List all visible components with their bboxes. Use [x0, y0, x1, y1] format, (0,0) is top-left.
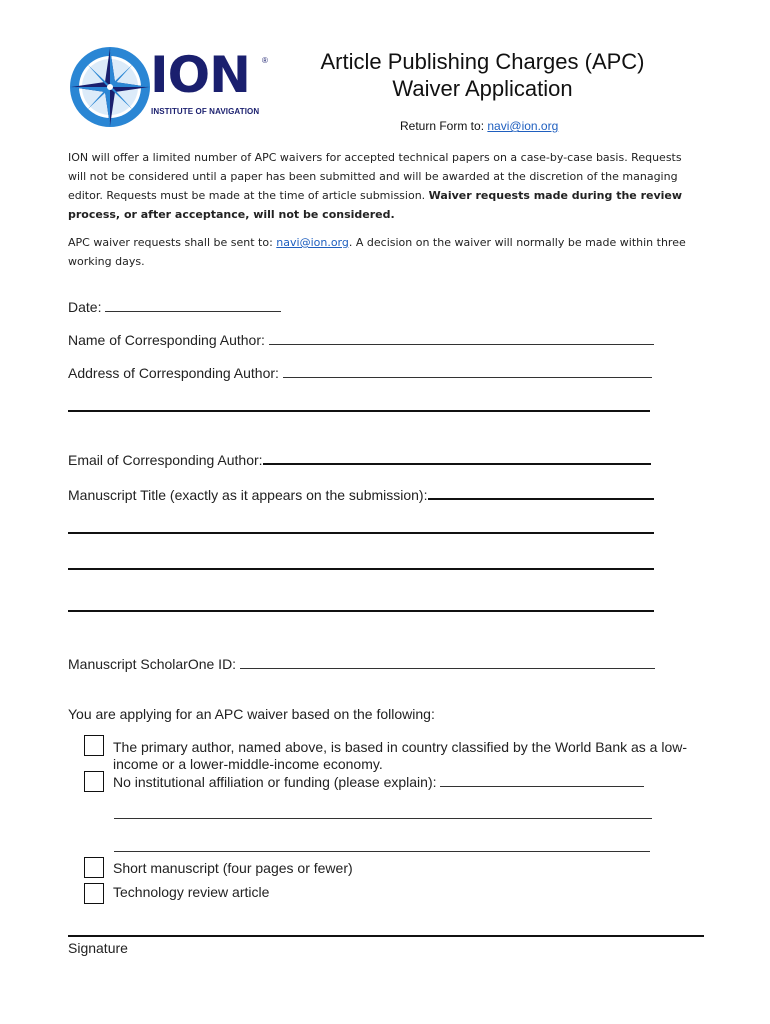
waiver-prompt: You are applying for an APC waiver based on the following:	[68, 706, 435, 722]
return-email-link[interactable]: navi@ion.org	[487, 119, 559, 133]
sendto-email-link[interactable]: navi@ion.org	[276, 236, 349, 249]
date-input-line[interactable]	[105, 298, 281, 312]
intro-text: ION will offer a limited number of APC waivers for accepted technical papers on a case-by-case basis. Requests will not be considered until a paper has been submitted and will be awarded at the discretion of the managing editor. Requests must be made at the time of article submission.	[68, 151, 682, 202]
review-article-option: Technology review article	[113, 884, 270, 900]
scholarone-id-field	[68, 655, 655, 673]
logo-wordmark: ION	[150, 46, 250, 104]
no-affiliation-explain-line-2[interactable]	[114, 818, 652, 819]
sendto-text-after: . A decision on the waiver will normally be made within three working days.	[68, 236, 686, 268]
logo-registered-mark: ®	[262, 56, 268, 65]
world-bank-option-line2: income or a lower-middle-income economy.	[113, 756, 383, 772]
intro-bold-text: Waiver requests made during the review process, or after acceptance, will not be considered.	[68, 189, 683, 221]
scholarone-id-input-line[interactable]	[240, 655, 655, 669]
return-form-line	[400, 119, 558, 133]
author-address-input-line[interactable]	[283, 364, 652, 378]
author-name-label: Name of Corresponding Author:	[68, 332, 265, 348]
world-bank-checkbox[interactable]	[84, 735, 104, 756]
no-affiliation-explain-line-3[interactable]	[114, 851, 650, 852]
page-title-line2: Waiver Application	[392, 76, 573, 101]
author-name-input-line[interactable]	[269, 331, 654, 345]
no-affiliation-option	[113, 773, 693, 791]
author-email-label: Email of Corresponding Author:	[68, 452, 263, 468]
sendto-text-before: APC waiver requests shall be sent to:	[68, 236, 277, 249]
return-form-label: Return Form to:	[400, 119, 485, 133]
author-address-input-line-2[interactable]	[68, 410, 650, 412]
world-bank-option-line1: The primary author, named above, is based in country classified by the World Bank as a low-	[113, 739, 688, 755]
no-affiliation-checkbox[interactable]	[84, 771, 104, 792]
author-email-field	[68, 450, 651, 469]
logo-subtitle: INSTITUTE OF NAVIGATION	[151, 107, 260, 116]
manuscript-title-field	[68, 485, 654, 504]
author-address-field	[68, 364, 652, 382]
manuscript-title-input-line-2[interactable]	[68, 532, 654, 534]
signature-line[interactable]	[68, 935, 704, 937]
sendto-paragraph	[68, 233, 698, 271]
author-name-field	[68, 331, 654, 349]
scholarone-id-label: Manuscript ScholarOne ID:	[68, 656, 237, 672]
manuscript-title-input-line-4[interactable]	[68, 610, 654, 612]
manuscript-title-input-line[interactable]	[428, 485, 654, 500]
short-manuscript-option: Short manuscript (four pages or fewer)	[113, 860, 353, 876]
manuscript-title-label: Manuscript Title (exactly as it appears on the submission):	[68, 487, 428, 503]
date-field	[68, 298, 281, 316]
manuscript-title-input-line-3[interactable]	[68, 568, 654, 570]
page-title-line1: Article Publishing Charges (APC)	[320, 49, 645, 74]
author-email-input-line[interactable]	[263, 450, 651, 465]
review-article-checkbox[interactable]	[84, 883, 104, 904]
no-affiliation-explain-line[interactable]	[440, 773, 644, 787]
signature-label: Signature	[68, 940, 128, 956]
world-bank-option	[113, 739, 693, 773]
intro-paragraph	[68, 148, 698, 224]
date-label: Date:	[68, 299, 102, 315]
author-address-label: Address of Corresponding Author:	[68, 365, 279, 381]
no-affiliation-label: No institutional affiliation or funding (please explain):	[113, 774, 437, 790]
short-manuscript-checkbox[interactable]	[84, 857, 104, 878]
